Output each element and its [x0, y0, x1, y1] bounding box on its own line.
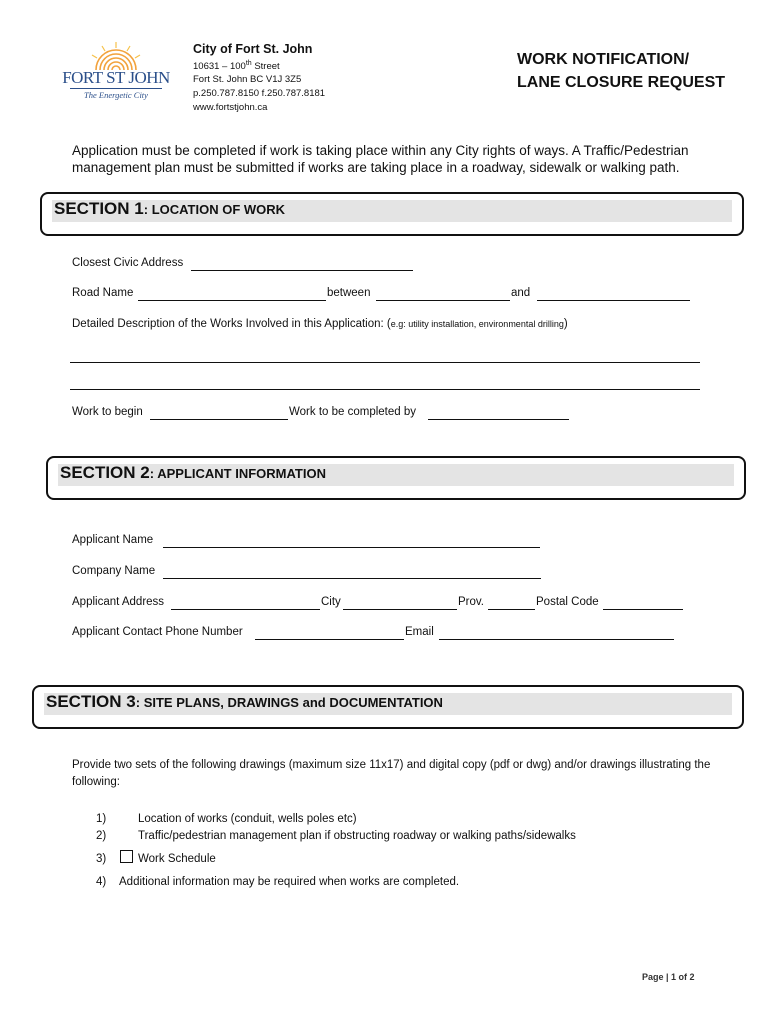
section-2-subheading: : APPLICANT INFORMATION: [149, 466, 326, 481]
title-line-2: LANE CLOSURE REQUEST: [517, 74, 726, 91]
work-complete-field[interactable]: [428, 419, 569, 420]
list-item-3-text: Work Schedule: [138, 853, 216, 865]
list-item-4-text: Additional information may be required when works are completed.: [119, 876, 460, 888]
section-3-header: [32, 685, 744, 729]
prov-label: Prov.: [458, 596, 484, 608]
section-3-title: [46, 692, 443, 712]
city-label: City: [321, 596, 341, 608]
closest-civic-label: Closest Civic Address: [72, 257, 184, 269]
org-name: City of Fort St. John: [193, 42, 313, 56]
logo-wordmark: FORT ST JOHN: [62, 68, 170, 87]
applicant-name-field[interactable]: [163, 547, 540, 548]
road-name-label: Road Name: [72, 287, 134, 299]
street-suffix: Street: [251, 61, 280, 73]
section-3-instructions: Provide two sets of the following drawings (maximum size 11x17) and digital copy (pdf or dwg) and/or drawings illustrating the following:: [72, 759, 711, 788]
closest-civic-field[interactable]: [191, 270, 413, 271]
section-1-header: [40, 192, 744, 236]
org-street: [193, 60, 280, 72]
city-logo: [62, 38, 170, 110]
work-schedule-checkbox[interactable]: [120, 850, 133, 863]
applicant-name-label: Applicant Name: [72, 534, 154, 546]
between-label: between: [327, 287, 371, 299]
section-1-title: [54, 199, 285, 219]
section-2-heading: SECTION 2: [60, 463, 150, 482]
list-item-2-num: 2): [96, 830, 107, 842]
phone-label: Applicant Contact Phone Number: [72, 626, 243, 638]
company-name-field[interactable]: [163, 578, 541, 579]
description-field-line-2[interactable]: [70, 389, 700, 390]
and-field[interactable]: [537, 300, 690, 301]
list-item-1-text: Location of works (conduit, wells poles etc): [138, 813, 357, 825]
section-2-header: [46, 456, 746, 500]
section-2-title: [60, 463, 326, 483]
section-3-subheading: : SITE PLANS, DRAWINGS and DOCUMENTATION: [135, 695, 443, 710]
org-phone-fax: p.250.787.8150 f.250.787.8181: [193, 88, 326, 99]
section-3-heading: SECTION 3: [46, 692, 136, 711]
road-name-field[interactable]: [138, 300, 326, 301]
city-field[interactable]: [343, 609, 457, 610]
applicant-address-label: Applicant Address: [72, 596, 165, 608]
list-item-3-num: 3): [96, 853, 107, 865]
description-field-line-1[interactable]: [70, 362, 700, 363]
document-title: [517, 48, 725, 94]
list-item-2-text: Traffic/pedestrian management plan if obstructing roadway or walking paths/sidewalks: [138, 830, 576, 842]
postal-code-field[interactable]: [603, 609, 683, 610]
description-label: [72, 318, 568, 330]
section-1-subheading: : LOCATION OF WORK: [143, 202, 286, 217]
list-item-1-num: 1): [96, 813, 107, 825]
company-name-label: Company Name: [72, 565, 156, 577]
logo-tagline: The Energetic City: [84, 90, 148, 100]
list-item-4-num: 4): [96, 876, 107, 888]
email-field[interactable]: [439, 639, 674, 640]
work-complete-label: Work to be completed by: [289, 406, 416, 418]
org-city: Fort St. John BC V1J 3Z5: [193, 74, 302, 85]
page-number: Page | 1 of 2: [642, 972, 695, 982]
work-begin-field[interactable]: [150, 419, 288, 420]
and-label: and: [511, 287, 531, 299]
email-label: Email: [405, 626, 434, 638]
between-field[interactable]: [376, 300, 510, 301]
description-label-text: Detailed Description of the Works Involved in this Application: (: [72, 318, 391, 330]
applicant-address-field[interactable]: [171, 609, 320, 610]
work-begin-label: Work to begin: [72, 406, 143, 418]
street-number: 10631 – 100: [193, 61, 246, 73]
prov-field[interactable]: [488, 609, 535, 610]
description-example: e.g: utility installation, environmental drilling: [390, 319, 564, 329]
title-line-1: WORK NOTIFICATION/: [517, 51, 690, 68]
description-close: ): [563, 318, 568, 330]
org-website[interactable]: www.fortstjohn.ca: [193, 102, 268, 113]
logo-rule: [70, 88, 162, 89]
street-sup: th: [245, 60, 252, 67]
phone-field[interactable]: [255, 639, 404, 640]
intro-paragraph: Application must be completed if work is taking place within any City rights of ways. A Traffic/Pedestrian management plan must be submitted if works are taking place in a roadway, sidewalk or walking path.: [72, 143, 689, 175]
section-1-heading: SECTION 1: [54, 199, 144, 218]
postal-code-label: Postal Code: [536, 596, 599, 608]
